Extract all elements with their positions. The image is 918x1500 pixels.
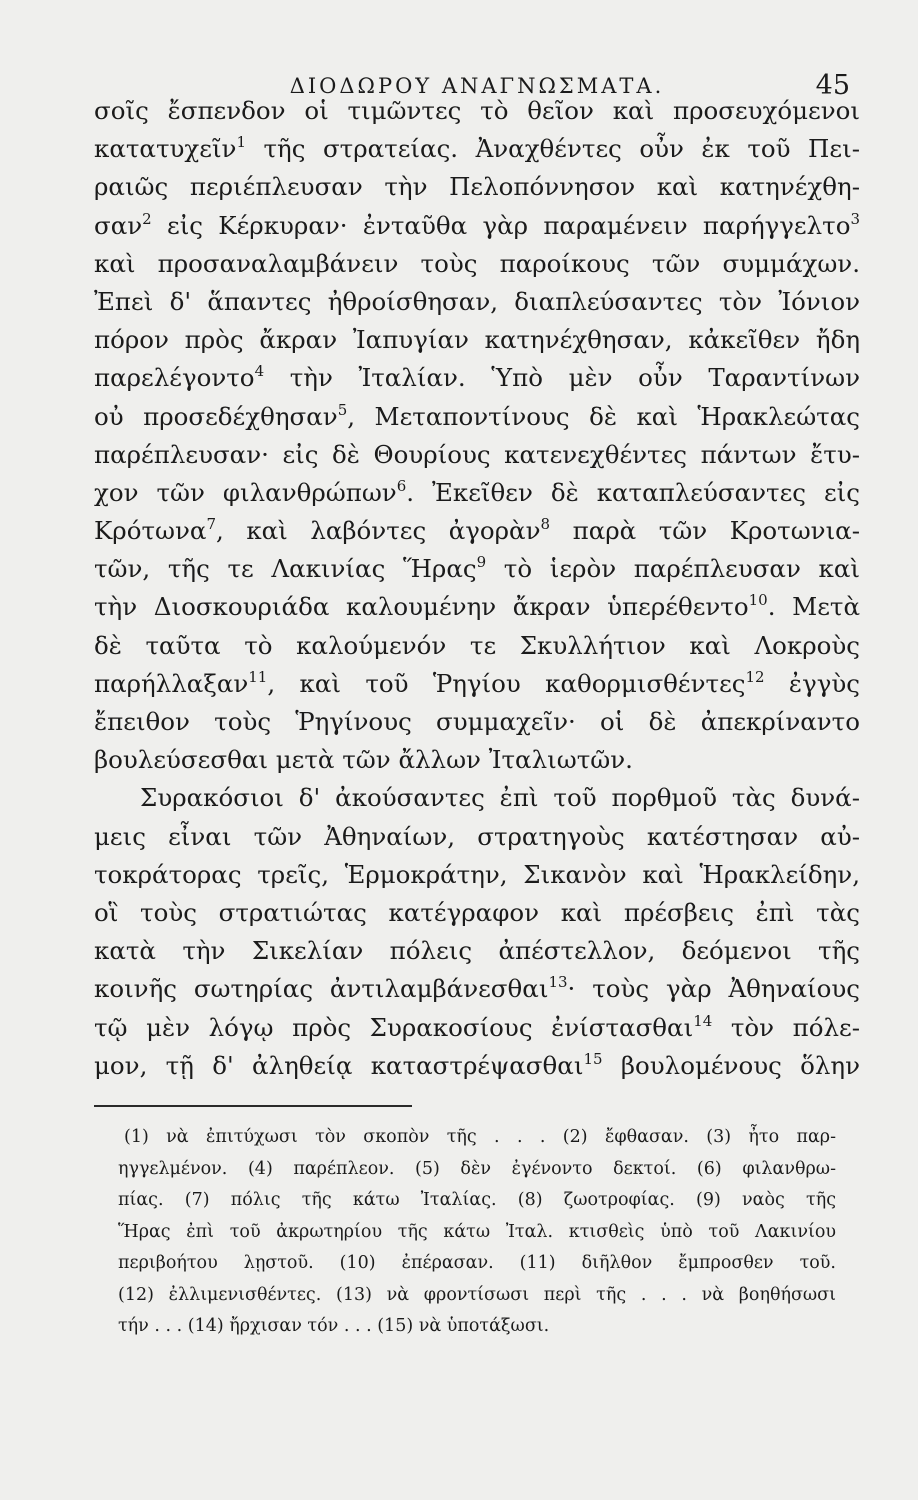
main-text xyxy=(94,92,860,1085)
text-line xyxy=(94,856,860,894)
text-segment: Κρότωνα xyxy=(94,516,207,546)
text-line xyxy=(94,207,860,245)
text-line xyxy=(94,550,860,588)
text-line xyxy=(94,321,860,359)
footnote-marker: 3 xyxy=(850,209,860,228)
text-segment: καὶ προσαναλαμβάνειν τοὺς παροίκους τῶν συμμάχων. xyxy=(94,248,860,278)
text-segment: τὴν Διοσκουριάδα καλουμένην ἄκραν ὑπερέθεντο xyxy=(94,592,749,622)
text-line xyxy=(94,474,860,512)
text-segment: οὐ προσεδέχθησαν xyxy=(94,401,338,431)
text-segment: βουλομένους ὅλην xyxy=(602,1050,860,1080)
text-line xyxy=(94,512,860,550)
text-segment: Συρακόσιοι δ' ἀκούσαντες ἐπὶ τοῦ πορθμοῦ τὰς δυνά- xyxy=(140,783,860,813)
text-segment: εἰς Κέρκυραν· ἐνταῦθα γὰρ παραμένειν παρήγγελτο xyxy=(151,210,851,240)
text-segment: μεις εἶναι τῶν Ἀθηναίων, στρατηγοὺς κατέστησαν αὐ- xyxy=(94,821,860,851)
text-segment: , Μεταποντίνους δὲ καὶ Ἡρακλεώτας xyxy=(347,401,860,431)
text-segment: μον, τῇ δ' ἀληθείᾳ καταστρέψασθαι xyxy=(94,1050,584,1080)
footnote-marker: 1 xyxy=(236,133,246,152)
text-segment: τὸ ἱερὸν παρέπλευσαν καὶ xyxy=(486,554,860,584)
page-number: 45 xyxy=(815,70,850,101)
text-segment: βουλεύσεσθαι μετὰ τῶν ἄλλων Ἰταλιωτῶν. xyxy=(94,745,633,775)
text-segment: · τοὺς γὰρ Ἀθηναίους xyxy=(567,974,860,1004)
footnote-marker: 11 xyxy=(248,667,268,686)
footnote-marker: 14 xyxy=(693,1011,713,1030)
text-line xyxy=(94,779,860,817)
footnote-line: Ἥρας ἐπὶ τοῦ ἀκρωτηρίου τῆς κάτω Ἰταλ. κτισθεὶς ὑπὸ τοῦ Λακινίου xyxy=(118,1221,836,1242)
text-segment: τὴν Ἰταλίαν. Ὑπὸ μὲν οὖν Ταραντίνων xyxy=(264,363,860,393)
text-line xyxy=(94,665,860,703)
text-segment: κατὰ τὴν Σικελίαν πόλεις ἀπέστελλον, δεόμενοι τῆς xyxy=(94,936,860,966)
footnote-marker: 4 xyxy=(254,362,265,381)
text-segment: οἳ τοὺς στρατιώτας κατέγραφον καὶ πρέσβεις ἐπὶ τὰς xyxy=(94,897,860,927)
text-segment: , καὶ τοῦ Ῥηγίου καθορμισθέντες xyxy=(267,668,746,698)
text-segment: τῆς στρατείας. Ἀναχθέντες οὖν ἐκ τοῦ Πει- xyxy=(246,134,860,164)
text-segment: ραιῶς περιέπλευσαν τὴν Πελοπόννησον καὶ κατηνέχθη- xyxy=(94,172,860,202)
footnote-line: τήν . . . (14) ἤρχισαν τόν . . . (15) νὰ ὑποτάξωσι. xyxy=(118,1316,550,1336)
text-segment: , καὶ λαβόντες ἀγορὰν xyxy=(215,516,541,546)
footnote-line: (1) νὰ ἐπιτύχωσι τὸν σκοπὸν τῆς . . . (2) ἔφθασαν. (3) ἦτο παρ- xyxy=(124,1127,836,1147)
footnote-marker: 15 xyxy=(583,1049,603,1068)
text-segment: τοκράτορας τρεῖς, Ἑρμοκράτην, Σικανὸν καὶ Ἡρακλείδην, xyxy=(94,859,860,889)
text-segment: σοῖς ἔσπενδον οἱ τιμῶντες τὸ θεῖον καὶ προσευχόμενοι xyxy=(94,96,860,125)
footnote-marker: 8 xyxy=(540,515,551,534)
footnote-divider xyxy=(94,1105,412,1107)
text-segment: πόρον πρὸς ἄκραν Ἰαπυγίαν κατηνέχθησαν, κἀκεῖθεν ἤδη xyxy=(94,325,860,355)
footnote-marker: 7 xyxy=(206,515,216,534)
text-segment: . Μετὰ xyxy=(767,592,860,622)
text-segment: παρὰ τῶν Κροτωνια- xyxy=(550,516,860,546)
text-line xyxy=(94,436,860,474)
text-segment: σαν xyxy=(94,210,143,240)
text-line xyxy=(94,130,860,168)
text-segment: τῶν, τῆς τε Λακινίας Ἥρας xyxy=(94,554,477,584)
text-segment: τῷ μὲν λόγῳ πρὸς Συρακοσίους ἐνίστασθαι xyxy=(94,1012,694,1042)
text-segment: ἔπειθον τοὺς Ῥηγίνους συμμαχεῖν· οἱ δὲ ἀπεκρίναντο xyxy=(94,707,860,736)
text-segment: τὸν πόλε- xyxy=(712,1012,860,1042)
text-line xyxy=(94,1047,860,1085)
footnote-line: περιβοήτου λῃστοῦ. (10) ἐπέρασαν. (11) διῆλθον ἔμπροσθεν τοῦ. xyxy=(118,1253,836,1273)
text-segment: . Ἐκεῖθεν δὲ καταπλεύσαντες εἰς xyxy=(406,477,860,507)
footnote-marker: 9 xyxy=(476,553,487,572)
running-title: ΔΙΟΔΩΡΟΥ ΑΝΑΓΝΩΣΜΑΤΑ. xyxy=(289,74,665,98)
text-segment: παρήλλαξαν xyxy=(94,668,249,698)
text-segment: κατατυχεῖν xyxy=(94,134,237,164)
text-line xyxy=(94,703,860,741)
text-line xyxy=(94,398,860,436)
text-line xyxy=(94,627,860,665)
text-line xyxy=(94,588,860,626)
text-line xyxy=(94,932,860,970)
footnote-line: πίας. (7) πόλις τῆς κάτω Ἰταλίας. (8) ζωοτροφίας. (9) ναὸς τῆς xyxy=(118,1190,836,1210)
text-line xyxy=(94,92,860,130)
text-segment: δὲ ταῦτα τὸ καλούμενόν τε Σκυλλήτιον καὶ Λοκροὺς xyxy=(94,630,860,660)
text-segment: παρέπλευσαν· εἰς δὲ Θουρίους κατενεχθέντες πάντων ἔτυ- xyxy=(94,439,860,469)
footnote-marker: 5 xyxy=(337,400,348,419)
text-line xyxy=(94,168,860,206)
text-segment: χον τῶν φιλανθρώπων xyxy=(94,477,397,507)
footnote-marker: 12 xyxy=(745,667,765,686)
text-line xyxy=(94,741,860,779)
text-segment: Ἐπεὶ δ' ἅπαντες ἠθροίσθησαν, διαπλεύσαντες τὸν Ἰόνιον xyxy=(94,286,860,316)
text-line xyxy=(94,818,860,856)
footnote-marker: 13 xyxy=(548,973,568,992)
footnote-marker: 2 xyxy=(142,209,152,228)
text-line xyxy=(94,283,860,321)
footnote-marker: 6 xyxy=(396,476,407,495)
footnote-line: (12) ἐλλιμενισθέντες. (13) νὰ φροντίσωσι περὶ τῆς . . . νὰ βοηθήσωσι xyxy=(118,1284,836,1305)
text-segment: κοινῆς σωτηρίας ἀντιλαμβάνεσθαι xyxy=(94,974,549,1004)
footnote-line: ηγγελμένον. (4) παρέπλεον. (5) δὲν ἐγένοντο δεκτοί. (6) φιλανθρω- xyxy=(118,1158,836,1179)
text-segment: ἐγγὺς xyxy=(764,668,860,698)
text-segment: παρελέγοντο xyxy=(94,363,255,393)
text-line xyxy=(94,894,860,932)
text-line xyxy=(94,245,860,283)
footnote-marker: 10 xyxy=(748,591,768,610)
text-line xyxy=(94,1009,860,1047)
text-line xyxy=(94,359,860,397)
footnotes xyxy=(118,1122,836,1343)
text-line xyxy=(94,970,860,1008)
